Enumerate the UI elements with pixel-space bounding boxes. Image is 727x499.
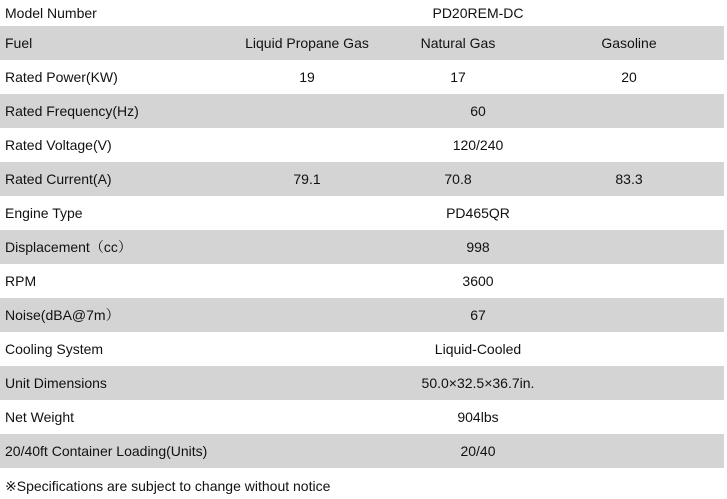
- noise-value: 67: [470, 307, 486, 323]
- rated-frequency-label: Rated Frequency(Hz): [5, 103, 139, 119]
- fuel-label: Fuel: [5, 35, 33, 51]
- rpm-label: RPM: [5, 273, 37, 289]
- rated-current-gasoline: 83.3: [615, 171, 643, 187]
- fuel-gasoline: Gasoline: [601, 35, 657, 51]
- rated-current-natural-gas: 70.8: [444, 171, 472, 187]
- cooling-system-label: Cooling System: [5, 341, 104, 357]
- rated-power-label: Rated Power(KW): [5, 69, 118, 85]
- rated-power-gasoline: 20: [621, 69, 637, 85]
- displacement-label: Displacement（cc）: [5, 239, 132, 255]
- unit-dimensions-label: Unit Dimensions: [5, 375, 107, 391]
- engine-type-label: Engine Type: [5, 205, 83, 221]
- row-rpm: [0, 264, 724, 298]
- displacement-value: 998: [466, 239, 490, 255]
- net-weight-label: Net Weight: [5, 409, 74, 425]
- specifications-notice: ※Specifications are subject to change without notice: [5, 478, 331, 494]
- model-number-value: PD20REM-DC: [432, 5, 524, 21]
- row-rated-power: [0, 60, 724, 94]
- row-cooling-system: [0, 332, 724, 366]
- row-rated-frequency: [0, 94, 724, 128]
- row-displacement: [0, 230, 724, 264]
- model-number-label: Model Number: [5, 5, 97, 21]
- rated-power-lpg: 19: [299, 69, 315, 85]
- rpm-value: 3600: [462, 273, 494, 289]
- rated-current-lpg: 79.1: [293, 171, 321, 187]
- rated-voltage-value: 120/240: [452, 137, 504, 153]
- cooling-system-value: Liquid-Cooled: [434, 341, 522, 357]
- rated-frequency-value: 60: [470, 103, 486, 119]
- row-unit-dimensions: [0, 366, 724, 400]
- row-container-loading: [0, 434, 724, 468]
- rated-voltage-label: Rated Voltage(V): [5, 137, 112, 153]
- row-rated-current: [0, 162, 724, 196]
- container-loading-value: 20/40: [460, 443, 496, 459]
- engine-type-value: PD465QR: [446, 205, 510, 221]
- row-net-weight: [0, 400, 724, 434]
- rated-current-label: Rated Current(A): [5, 171, 112, 187]
- row-model-number: [0, 0, 724, 26]
- unit-dimensions-value: 50.0×32.5×36.7in.: [421, 375, 535, 391]
- row-engine-type: [0, 196, 724, 230]
- row-fuel: [0, 26, 724, 60]
- net-weight-value: 904lbs: [457, 409, 499, 425]
- rated-power-natural-gas: 17: [450, 69, 466, 85]
- row-noise: [0, 298, 724, 332]
- fuel-lpg: Liquid Propane Gas: [245, 35, 369, 51]
- container-loading-label: 20/40ft Container Loading(Units): [5, 443, 208, 459]
- noise-label: Noise(dBA@7m）: [5, 307, 120, 323]
- row-rated-voltage: [0, 128, 724, 162]
- fuel-natural-gas: Natural Gas: [420, 35, 496, 51]
